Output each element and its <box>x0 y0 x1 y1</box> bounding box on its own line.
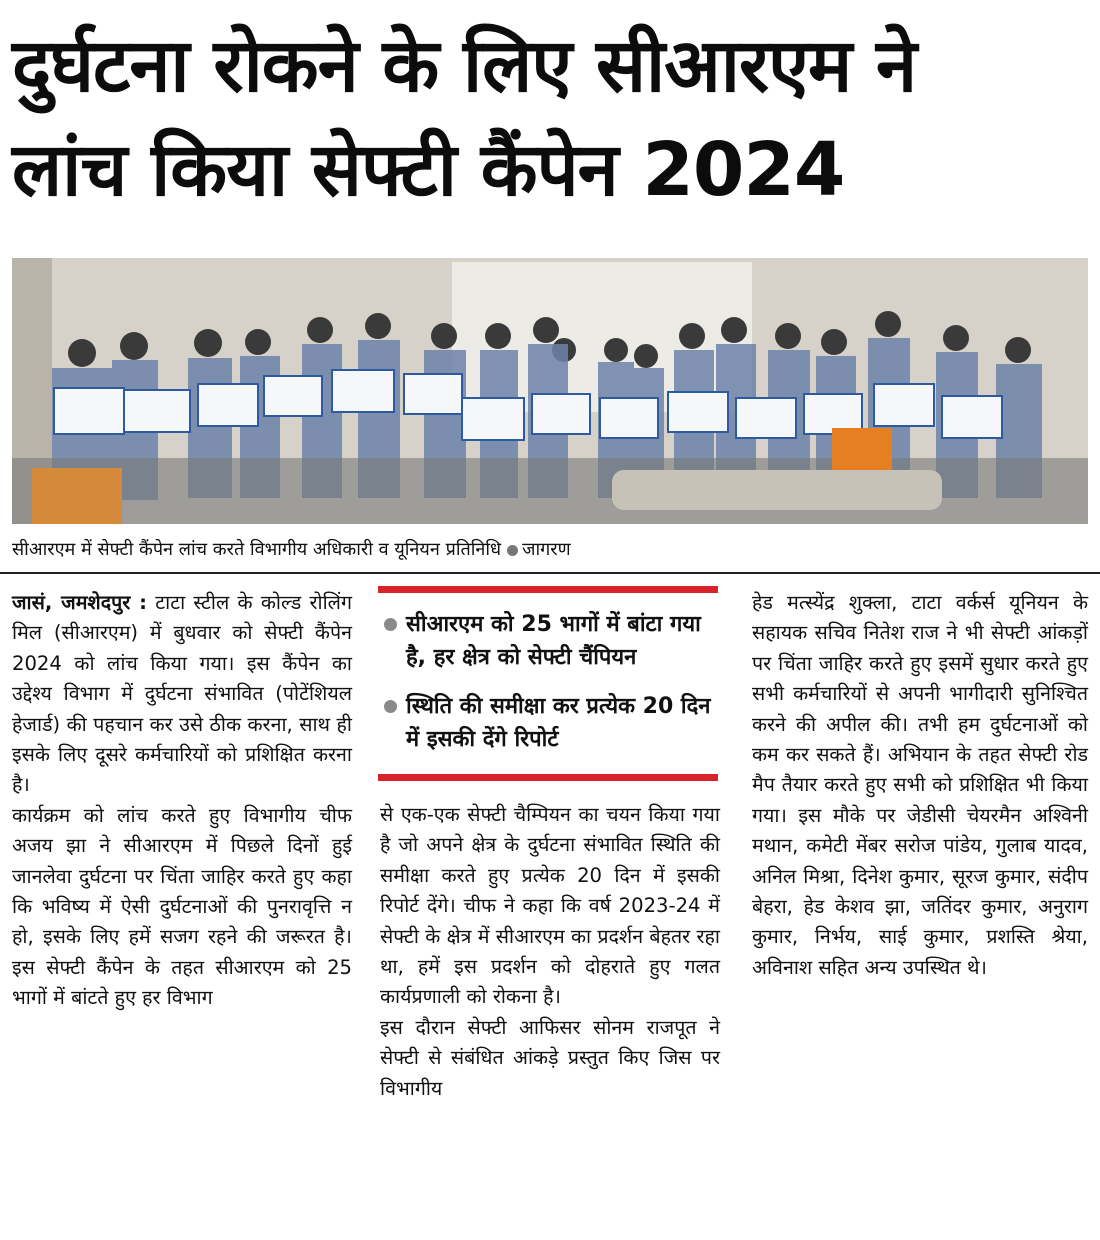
caption-divider <box>0 572 1100 574</box>
highlight-rule-top <box>378 586 718 593</box>
photo-caption <box>12 536 1088 564</box>
bullet-icon <box>507 545 518 556</box>
highlight-text: स्थिति की समीक्षा कर प्रत्येक 20 दिन में इसकी देंगे रिपोर्ट <box>406 694 711 752</box>
group-photo <box>12 258 1088 524</box>
article-column-1 <box>12 588 352 1014</box>
group-photo-illustration <box>12 258 1088 524</box>
bullet-icon <box>384 618 397 631</box>
caption-source: जागरण <box>522 539 571 560</box>
headline <box>12 14 1088 222</box>
article-paragraph: हेड मत्स्येंद्र शुक्ला, टाटा वर्कर्स यूनियन के सहायक सचिव नितेश राज ने भी सेफ्टी आंकड़ों पर चिंता जाहिर करते हुए इसमें सुधार करते हुए सभी कर्मचारियों से अपनी भागीदारी सुनिश्चित करने की अपील की। तभी हम दुर्घटनाओं को कम कर सकते हैं। अभियान के तहत सेफ्टी रोड मैप तैयार करते हुए सभी को प्रशिक्षित भी किया गया। इस मौके पर जेडीसी चेयरमैन अश्विनी मथान, कमेटी मेंबर सरोज पांडेय, गुलाब यादव, अनिल मिश्रा, दिनेश कुमार, सूरज कुमार, संदीप बेहरा, हेड केशव झा, जतिंदर कुमार, अनुराग कुमार, निर्भय, साई कुमार, प्रशस्ति श्रेया, अविनाश सहित अन्य उपस्थित थे। <box>752 591 1088 979</box>
article-paragraph <box>12 588 352 801</box>
headline-line-2: लांच किया सेफ्टी कैंपेन 2024 <box>12 127 845 213</box>
highlights-box <box>378 586 718 786</box>
headline-line-1: दुर्घटना रोकने के लिए सीआरएम ने <box>12 23 917 109</box>
highlight-item <box>378 690 718 756</box>
article-column-2 <box>380 800 720 1104</box>
article-column-3 <box>752 588 1088 983</box>
paragraph-text: टाटा स्टील के कोल्ड रोलिंग मिल (सीआरएम) में बुधवार को सेफ्टी कैंपेन 2024 को लांच किया गया। इस कैंपेन का उद्देश्य विभाग में दुर्घटना संभावित (पोटेंशियल हेजार्ड) की पहचान कर उसे ठीक करना, साथ ही इसके लिए दूसरे कर्मचारियों को प्रशिक्षित करना है। <box>12 591 352 797</box>
highlight-item <box>378 608 718 674</box>
article-paragraph: से एक-एक सेफ्टी चैम्पियन का चयन किया गया है जो अपने क्षेत्र के दुर्घटना संभावित स्थिति की समीक्षा करते हुए प्रत्येक 20 दिन में इसकी रिपोर्ट देंगे। चीफ ने कहा कि वर्ष 2023-24 में सेफ्टी के क्षेत्र में सीआरएम का प्रदर्शन बेहतर रहा था, हमें इस प्रदर्शन को दोहराते हुए गलत कार्यप्रणाली को रोकना है। <box>380 803 720 1009</box>
caption-text: सीआरएम में सेफ्टी कैंपेन लांच करते विभागीय अधिकारी व यूनियन प्रतिनिधि <box>12 539 502 560</box>
highlight-text: सीआरएम को 25 भागों में बांटा गया है, हर क्षेत्र को सेफ्टी चैंपियन <box>406 612 701 670</box>
article-paragraph: कार्यक्रम को लांच करते हुए विभागीय चीफ अजय झा ने सीआरएम में पिछले दिनों हुई जानलेवा दुर्घटना पर चिंता जाहिर करते हुए कहा कि भविष्य में ऐसी दुर्घटनाओं की पुनरावृत्ति न हो, इसके लिए हमें सजग रहने की जरूरत है। इस सेफ्टी कैंपेन के तहत सीआरएम को 25 भागों में बांटते हुए हर विभाग <box>12 803 352 1010</box>
article-paragraph: इस दौरान सेफ्टी आफिसर सोनम राजपूत ने सेफ्टी से संबंधित आंकड़े प्रस्तुत किए जिस पर विभागीय <box>380 1015 720 1100</box>
dateline: जासं, जमशेदपुर : <box>12 591 147 614</box>
highlight-rule-bottom <box>378 774 718 781</box>
bullet-icon <box>384 700 397 713</box>
